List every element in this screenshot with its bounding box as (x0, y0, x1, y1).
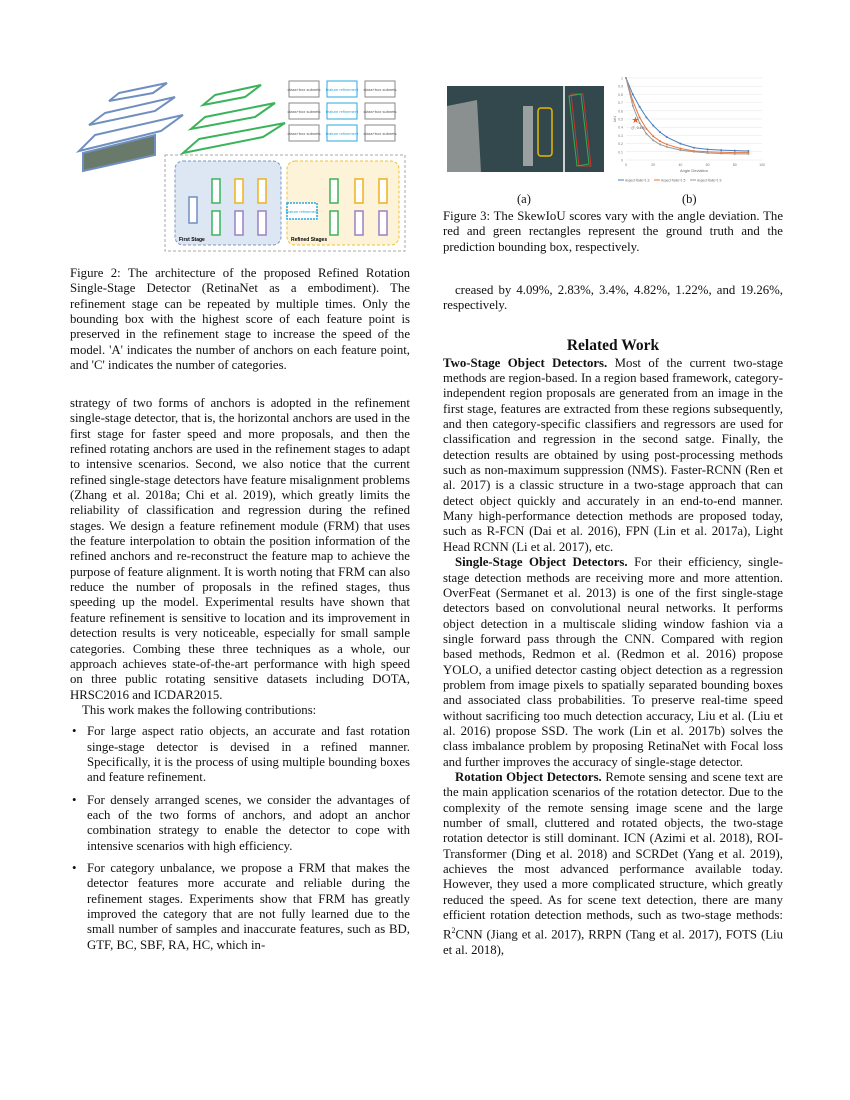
figure-3-caption: Figure 3: The SkewIoU scores vary with the angle deviation. The red and green rectangles represent the ground truth and the prediction bounding box, respectively. (443, 209, 783, 254)
data-point (734, 150, 736, 152)
data-point (679, 149, 681, 151)
data-point (720, 149, 722, 151)
figure-3b-iou-chart (612, 74, 768, 192)
legend-label: Aspect Ratio=1:3 (625, 178, 650, 183)
data-point (693, 151, 695, 153)
right-column (443, 283, 783, 958)
list-item: • For category unbalance, we propose a FRM that makes the detector features more accurate and reliable during the refinement stages. Experiments show that FRM has greatly improved the category that are not fully learned due to the small number of samples and inaccurate features, such as BD, GTF, BC, SBF, RA, HC, which in- (72, 860, 410, 952)
data-point (679, 143, 681, 145)
x-tick-label: 60 (705, 163, 710, 167)
paragraph: Rotation Object Detectors. Remote sensing and scene text are the main application scenarios of the rotation detector. Due to the complexity of the remote sensing image scene and the large number of small, cluttered and rotated objects, the two-stage rotation detector is still dominant. ICN (Azimi et al. 2018), ROI-Transformer (Ding et al. 2018) and SCRDet (Yang et al. 2019), achieves the most advanced performance available today. However, they used a more complicated structure, which greatly reduced the speed. As for scene text detection, there are many efficient rotation detection methods, such as two-stage methods: $R^2CNN$ (Jiang et al. 2017), RRPN (Tang et al. 2017), FOTS (Liu et al. 2018), (443, 769, 783, 958)
data-point (645, 116, 647, 118)
y-tick-label: 0.6 (618, 109, 623, 114)
paragraph: Single-Stage Object Detectors. For their efficiency, single-stage detection methods are receiving more and more attention. OverFeat (Sermanet et al. 2013) is one of the first single-stage detectors based on convolutional neural networks. It performs object detection in a multiscale sliding window fashion via a single forward pass through the CNN. Compared with region based methods, Redmon et al. (Redmon et al. 2016) propose YOLO, a unified detector casting object detection as a regression problem from image pixels to spatially separated bounding boxes and associated class probabilities. To preserve real-time speed without sacrificing too much detection accuracy, Liu et al. (Liu et al. 2016) propose SSD. The work (Lin et al. 2017b) solves the class imbalance problem by proposing RetinaNet with Focal loss and further improves the accuracy of single-stage detector. (443, 555, 783, 769)
data-point (693, 147, 695, 149)
data-point (652, 125, 654, 127)
data-point (666, 136, 668, 138)
data-point (652, 139, 654, 141)
x-axis-label: Angle Deviation (679, 168, 709, 173)
svg-text:feature refinement: feature refinement (325, 131, 359, 136)
figure-2-architecture (75, 75, 407, 253)
data-point (666, 146, 668, 148)
y-tick-label: 0 (621, 158, 623, 163)
svg-text:class+box subnets: class+box subnets (287, 131, 321, 136)
x-tick-label: 80 (732, 163, 737, 167)
y-tick-label: 0.1 (618, 150, 623, 155)
data-point (645, 133, 647, 135)
data-point (659, 140, 661, 142)
refined-stages-label: Refined Stages (291, 237, 328, 243)
data-point (720, 152, 722, 154)
legend-label: Aspect Ratio=1:5 (661, 178, 686, 183)
figure-2-caption: Figure 2: The architecture of the proposed Refined Rotation Single-Stage Detector (RetinaNet as a embodiment). The refinement stage can be repeated by multiple times. Only the bounding box with the highest score of each feature point is preserved in the refinement stage to increase the speed of the model. 'A' indicates the number of anchors on each feature point, and 'C' indicates the number of categories. (70, 266, 410, 373)
y-tick-label: 0.8 (618, 92, 623, 97)
data-point (707, 152, 709, 154)
data-point (659, 143, 661, 145)
y-tick-label: 0.3 (618, 133, 623, 138)
list-item: • For densely arranged scenes, we consider the advantages of each of the two forms of anchors, and adopt an anchor combination strategy to enable the detector to cope with intensive scenarios with high efficiency. (72, 792, 410, 853)
x-tick-label: 20 (651, 163, 656, 167)
subnet-rows (287, 81, 396, 141)
star-marker: ★ (631, 114, 640, 125)
data-point (632, 93, 634, 95)
svg-text:class+box subnets: class+box subnets (287, 87, 321, 92)
x-tick-label: 100 (759, 163, 765, 167)
data-point (666, 143, 668, 145)
svg-text:class+box subnets: class+box subnets (287, 109, 321, 114)
paragraph: strategy of two forms of anchors is adopted in the refinement single-stage detector, that is, the horizontal anchors are used in the first stage for faster speed and more proposals, and then the refined rotating anchors are used in the refinement stages to adapt to intensive scenarios. Second, we also notice that the current refined single-stage detectors have feature misalignment problems (Zhang et al. 2018a; Chi et al. 2019), which greatly limits the reliability of classification and regression during the refined stages. We design a feature refinement module (FRM) that uses the feature interpolation to obtain the position information of the refined anchors and re-reconstruct the feature map to achieve the purpose of feature alignment. It is worth noting that FRM can also reduce the number of proposals in the refined stages, thus speeding up the model. Experimental results have shown that feature refinement is sensitive to location and its improvement in detection results is very noticeable, especially for small sample categories. Combing these three techniques as a whole, our approach achieves state-of-the-art performance with high speed on three public rotating sensitive datasets including DOTA, HRSC2016 and ICDAR2015. (70, 396, 410, 702)
legend-label: Aspect Ratio=1:9 (697, 178, 722, 183)
paragraph: Two-Stage Object Detectors. Most of the current two-stage methods are region-based. In a region based framework, category-independent region proposals are generated from an image in the first stage, features are extracted from these regions subsequently, and then category-specific classifiers and regressors are used for classification and regression in the second satge. Finally, the detection results are obtained by using post-processing methods such as non-maximum suppression (NMS). Faster-RCNN (Ren et al. 2017) is a classic structure in a two-stage approach that can detect object quickly and accurately in an end-to-end manner. Many high-performance detection methods are proposed today, such as R-FCN (Dai et al. 2016), FPN (Lin et al. 2017a), Light Head RCNN (Li et al. 2017), etc. (443, 355, 783, 554)
data-point (639, 106, 641, 108)
y-tick-label: 0.5 (618, 117, 623, 122)
svg-text:class+box subnets: class+box subnets (363, 109, 397, 114)
figure-3a-aerial-image (447, 86, 604, 172)
first-stage-label: First Stage (179, 237, 205, 243)
backbone-pyramid (79, 83, 183, 171)
svg-text:class+box subnets: class+box subnets (363, 131, 397, 136)
data-point (652, 135, 654, 137)
fpn-pyramid (183, 85, 285, 153)
list-item: • For large aspect ratio objects, an accurate and fast rotation singe-stage detector is devised in a refined manner. Specifically, it is the process of using multiple bounding boxes and feature refinement. (72, 724, 410, 785)
y-tick-label: 0.7 (618, 101, 623, 106)
svg-text:feature refinement: feature refinement (285, 209, 319, 214)
figure-3a-label: (a) (517, 192, 531, 206)
data-point (632, 105, 634, 107)
contributions-list (70, 724, 410, 953)
section-heading: Related Work (566, 336, 660, 354)
paragraph: creased by 4.09%, 2.83%, 3.4%, 4.82%, 1.22%, and 19.26%, respectively. (443, 283, 783, 313)
figure-3b-label: (b) (682, 192, 697, 206)
data-point (707, 148, 709, 150)
left-column (70, 396, 410, 960)
series-line (626, 78, 748, 151)
series-line (626, 78, 748, 153)
data-point (645, 128, 647, 130)
y-tick-label: 0.4 (618, 125, 623, 130)
data-point (747, 153, 749, 155)
paragraph: This work makes the following contributions: (82, 702, 317, 717)
star-annotation: (7, 0.49) (631, 125, 645, 130)
x-tick-label: 0 (625, 163, 627, 167)
y-tick-label: 1 (621, 76, 623, 81)
svg-text:class+box subnets: class+box subnets (363, 87, 397, 92)
series-line (626, 78, 748, 154)
data-point (625, 77, 627, 79)
y-axis-label: IoU (612, 115, 617, 123)
svg-text:feature refinement: feature refinement (325, 109, 359, 114)
x-tick-label: 40 (678, 163, 683, 167)
y-tick-label: 0.9 (618, 84, 623, 89)
y-tick-label: 0.2 (618, 142, 623, 147)
svg-text:feature refinement: feature refinement (325, 87, 359, 92)
data-point (734, 153, 736, 155)
data-point (659, 131, 661, 133)
